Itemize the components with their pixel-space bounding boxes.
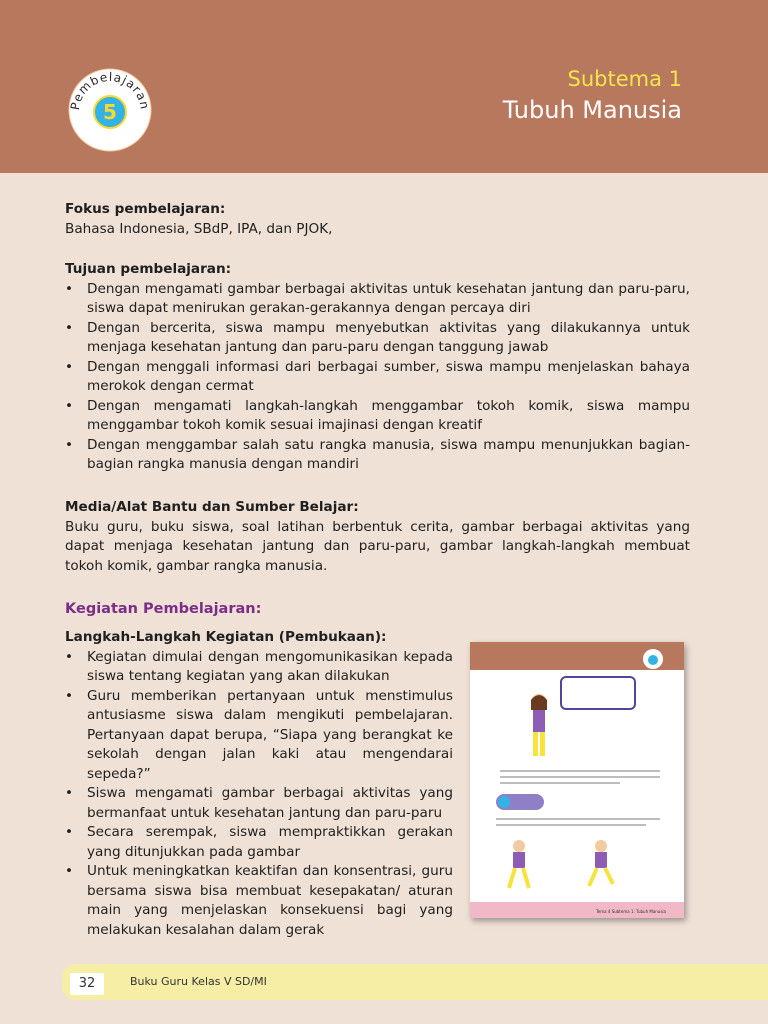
speech-bubble (560, 676, 636, 710)
thumbnail-text-line (500, 782, 620, 784)
page-title: Tubuh Manusia (502, 96, 682, 124)
badge-label: Pembelajaran (67, 69, 153, 112)
kegiatan-title: Kegiatan Pembelajaran: (65, 601, 262, 617)
kegiatan-section (65, 628, 453, 940)
tujuan-item: • Dengan menggali informasi dari berbagai sumber, siswa mampu menjelaskan bahaya merokok dengan cermat (65, 358, 690, 397)
thumbnail-text-line (500, 776, 660, 778)
kegiatan-item: • Secara serempak, siswa mempraktikkan gerakan yang ditunjukkan pada gambar (65, 823, 453, 862)
subtema-label: Subtema 1 (567, 67, 682, 91)
running-child-illustration (586, 838, 616, 892)
fokus-section (65, 200, 690, 239)
student-book-thumbnail (470, 642, 684, 918)
book-title: Buku Guru Kelas V SD/MI (130, 975, 267, 988)
pembelajaran-badge (64, 68, 156, 152)
tujuan-item: • Dengan bercerita, siswa mampu menyebutkan aktivitas yang dilakukannya untuk menjaga kesehatan jantung dan paru-paru dengan tanggung jawab (65, 319, 690, 358)
kegiatan-item: • Untuk meningkatkan keaktifan dan konsentrasi, guru bersama siswa bisa membuat kesepakatan/ aturan main yang menjelaskan konsekuensi bagi yang melakukan kesalahan dalam gerak (65, 862, 453, 940)
thumbnail-text-line (496, 818, 660, 820)
fokus-text: Bahasa Indonesia, SBdP, IPA, dan PJOK, (65, 220, 333, 237)
kegiatan-item: • Kegiatan dimulai dengan mengomunikasikan kepada siswa tentang kegiatan yang akan dilakukan (65, 648, 453, 687)
kegiatan-sublabel: Langkah-Langkah Kegiatan (Pembukaan): (65, 629, 387, 645)
tujuan-item: • Dengan menggambar salah satu rangka manusia, siswa mampu menunjukkan bagian-bagian rangka manusia dengan mandiri (65, 436, 690, 475)
media-label: Media/Alat Bantu dan Sumber Belajar: (65, 499, 359, 515)
ayo-amati-icon (496, 794, 544, 810)
tujuan-section (65, 260, 690, 475)
media-text: Buku guru, buku siswa, soal latihan berbentuk cerita, gambar berbagai aktivitas yang dapat menjaga kesehatan jantung dan paru-paru, gambar langkah-langkah membuat tokoh komik, gambar rangka manusia. (65, 518, 690, 574)
tujuan-label: Tujuan pembelajaran: (65, 261, 232, 277)
tujuan-item: • Dengan mengamati gambar berbagai aktivitas untuk kesehatan jantung dan paru-paru, siswa dapat menirukan gerakan-gerakannya dengan percaya diri (65, 280, 690, 319)
kegiatan-heading (65, 600, 690, 620)
badge-number: 5 (103, 100, 117, 124)
thumbnail-footer-label: Tema 4 Subtema 1: Tubuh Manusia (596, 909, 666, 914)
walking-child-illustration (504, 838, 534, 892)
kegiatan-item: • Guru memberikan pertanyaan untuk menstimulus antusiasme siswa dalam mengikuti pembelajaran. Pertanyaan dapat berupa, “Siapa yang berangkat ke sekolah dengan jalan kaki atau mengendarai sepeda?” (65, 687, 453, 785)
page-number: 32 (70, 973, 104, 995)
thumbnail-text-line (496, 824, 646, 826)
tujuan-item: • Dengan mengamati langkah-langkah menggambar tokoh komik, siswa mampu menggambar tokoh komik sesuai imajinasi dengan kreatif (65, 397, 690, 436)
girl-illustration (522, 692, 556, 764)
kegiatan-item: • Siswa mengamati gambar berbagai aktivitas yang bermanfaat untuk kesehatan jantung dan paru-paru (65, 784, 453, 823)
thumbnail-text-line (500, 770, 660, 772)
thumbnail-badge-icon (642, 648, 664, 670)
fokus-label: Fokus pembelajaran: (65, 201, 226, 217)
media-section (65, 498, 690, 576)
